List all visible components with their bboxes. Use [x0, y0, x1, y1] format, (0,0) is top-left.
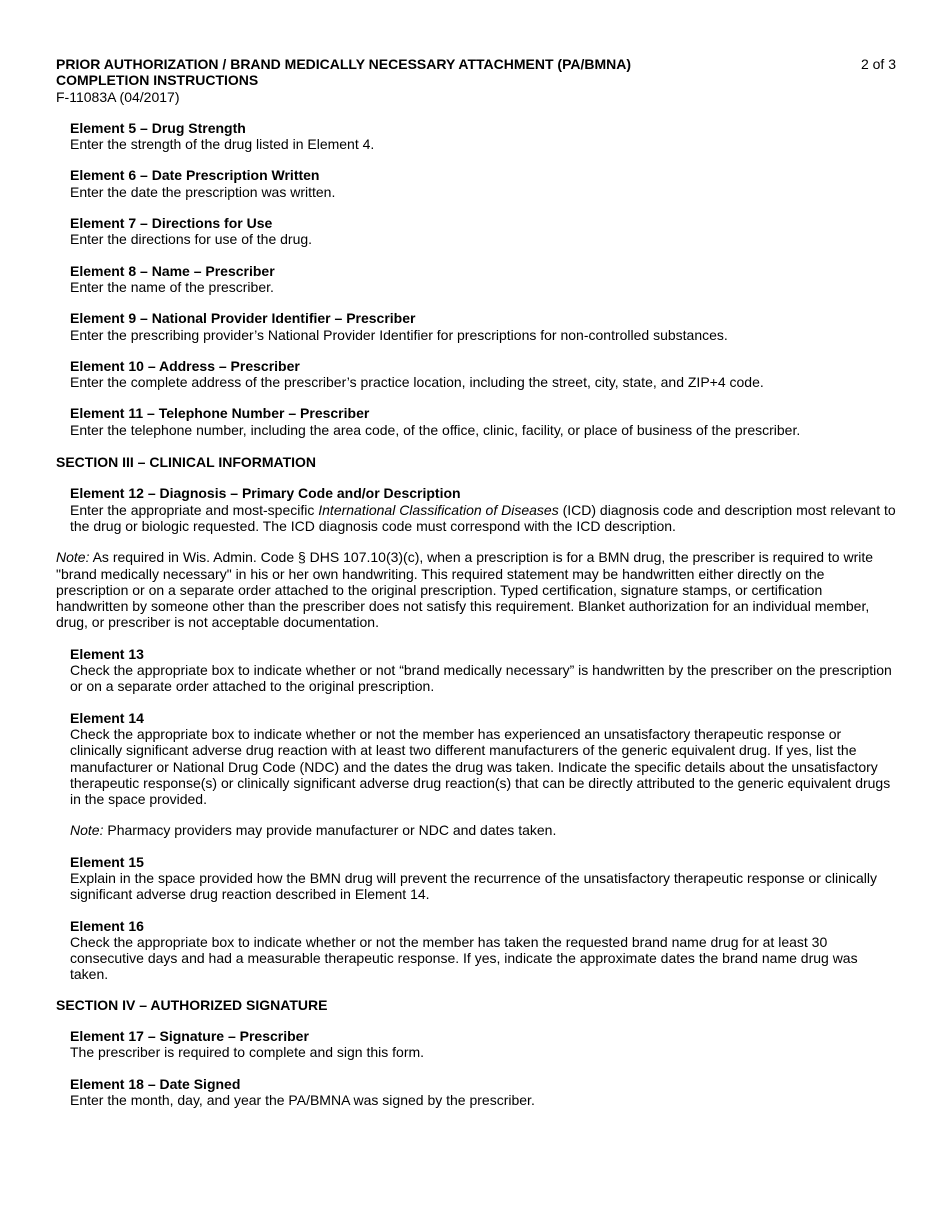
text-run: (ICD) diagnosis code and description most relevant to the drug or biologic requested. The ICD diagnosis code must correspond with the ICD description.	[70, 501, 896, 534]
note-text: As required in Wis. Admin. Code § DHS 107.10(3)(c), when a prescription is for a BMN drug, the prescriber is required to write "brand medically necessary" in his or her own handwriting. This required statement may be handwritten either directly on the prescription or on a separate order attached to the original prescription. Typed certification, signature stamps, or certification handwritten by someone other than the prescriber does not satisfy this requirement. Blanket authorization for an individual member, drug, or prescriber is not acceptable documentation.	[56, 549, 874, 631]
element-text: Check the appropriate box to indicate whether or not the member has experienced an unsatisfactory therapeutic response or clinically significant adverse drug reaction with at least two different manufacturers of the generic equivalent drug. If yes, list the manufacturer or National Drug Code (NDC) and the dates the drug was taken. Indicate the specific details about the unsatisfactory therapeutic response(s) or clinically significant adverse drug reaction(s) that can be directly attributed to the generic equivalent drugs in the space provided.	[70, 725, 891, 808]
element-text: Check the appropriate box to indicate whether or not the member has taken the requested brand name drug for at least 30 consecutive days and had a measurable therapeutic response. If yes, indicate the approximate dates the brand name drug was taken.	[70, 933, 858, 983]
element-heading: Element 12 – Diagnosis – Primary Code and/or Description	[70, 485, 461, 502]
element-6	[70, 167, 896, 200]
element-text: Enter the prescribing provider’s National Provider Identifier for prescriptions for non-controlled substances.	[70, 326, 728, 343]
element-17	[70, 1028, 896, 1061]
note-text: Pharmacy providers may provide manufacturer or NDC and dates taken.	[103, 822, 557, 839]
element-text: Explain in the space provided how the BMN drug will prevent the recurrence of the unsatisfactory therapeutic response or clinically significant adverse drug reaction described in Element 14.	[70, 869, 877, 903]
element-7	[70, 215, 896, 248]
element-heading: Element 10 – Address – Prescriber	[70, 357, 300, 374]
italic-run: International Classification of Diseases	[318, 501, 559, 518]
element-heading: Element 18 – Date Signed	[70, 1075, 241, 1092]
header-row	[56, 56, 896, 72]
element-9	[70, 310, 896, 343]
element-text: Enter the directions for use of the drug.	[70, 231, 313, 248]
element-heading: Element 14	[70, 709, 144, 726]
element-13	[70, 646, 896, 695]
element-10	[70, 358, 896, 391]
element-text: Enter the month, day, and year the PA/BMNA was signed by the prescriber.	[70, 1091, 535, 1108]
element-heading: Element 15	[70, 853, 144, 870]
element-text: Enter the complete address of the prescriber’s practice location, including the street, city, state, and ZIP+4 code.	[70, 374, 764, 391]
element-15	[70, 854, 896, 903]
element-heading: Element 5 – Drug Strength	[70, 119, 246, 136]
element-text: Enter the strength of the drug listed in Element 4.	[70, 136, 375, 153]
element-14	[70, 710, 896, 808]
note-bmn	[56, 549, 896, 630]
form-title: PRIOR AUTHORIZATION / BRAND MEDICALLY NECESSARY ATTACHMENT (PA/BMNA)	[56, 56, 632, 72]
page-number: 2 of 3	[860, 56, 896, 72]
form-subtitle: COMPLETION INSTRUCTIONS	[56, 72, 259, 89]
note-label: Note:	[70, 822, 104, 839]
element-text: Check the appropriate box to indicate whether or not “brand medically necessary” is handwritten by the prescriber on the prescription or on a separate order attached to the original prescription.	[70, 662, 892, 695]
note-pharmacy	[70, 822, 896, 838]
element-12	[70, 485, 896, 534]
element-text: Enter the telephone number, including the area code, of the office, clinic, facility, or place of business of the prescriber.	[70, 421, 801, 438]
note-label: Note:	[56, 549, 90, 566]
element-heading: Element 9 – National Provider Identifier – Prescriber	[70, 310, 416, 327]
text-run: Enter the appropriate and most-specific	[70, 501, 319, 518]
element-heading: Element 6 – Date Prescription Written	[70, 167, 320, 184]
element-text	[70, 502, 896, 535]
element-5	[70, 120, 896, 153]
element-heading: Element 13	[70, 645, 144, 662]
section-iii-title: SECTION III – CLINICAL INFORMATION	[56, 454, 317, 471]
element-heading: Element 11 – Telephone Number – Prescriber	[70, 405, 370, 422]
section-iv-title: SECTION IV – AUTHORIZED SIGNATURE	[56, 996, 328, 1013]
element-11	[70, 405, 896, 438]
element-heading: Element 17 – Signature – Prescriber	[70, 1028, 309, 1045]
element-heading: Element 7 – Directions for Use	[70, 215, 273, 232]
element-text: Enter the name of the prescriber.	[70, 278, 274, 295]
element-8	[70, 263, 896, 296]
element-text: Enter the date the prescription was written.	[70, 183, 336, 200]
document-page	[56, 56, 896, 1108]
element-text: The prescriber is required to complete and sign this form.	[70, 1044, 425, 1061]
element-heading: Element 16	[70, 917, 144, 934]
element-16	[70, 918, 896, 983]
form-number: F-11083A (04/2017)	[56, 88, 180, 105]
element-heading: Element 8 – Name – Prescriber	[70, 262, 275, 279]
element-18	[70, 1076, 896, 1109]
